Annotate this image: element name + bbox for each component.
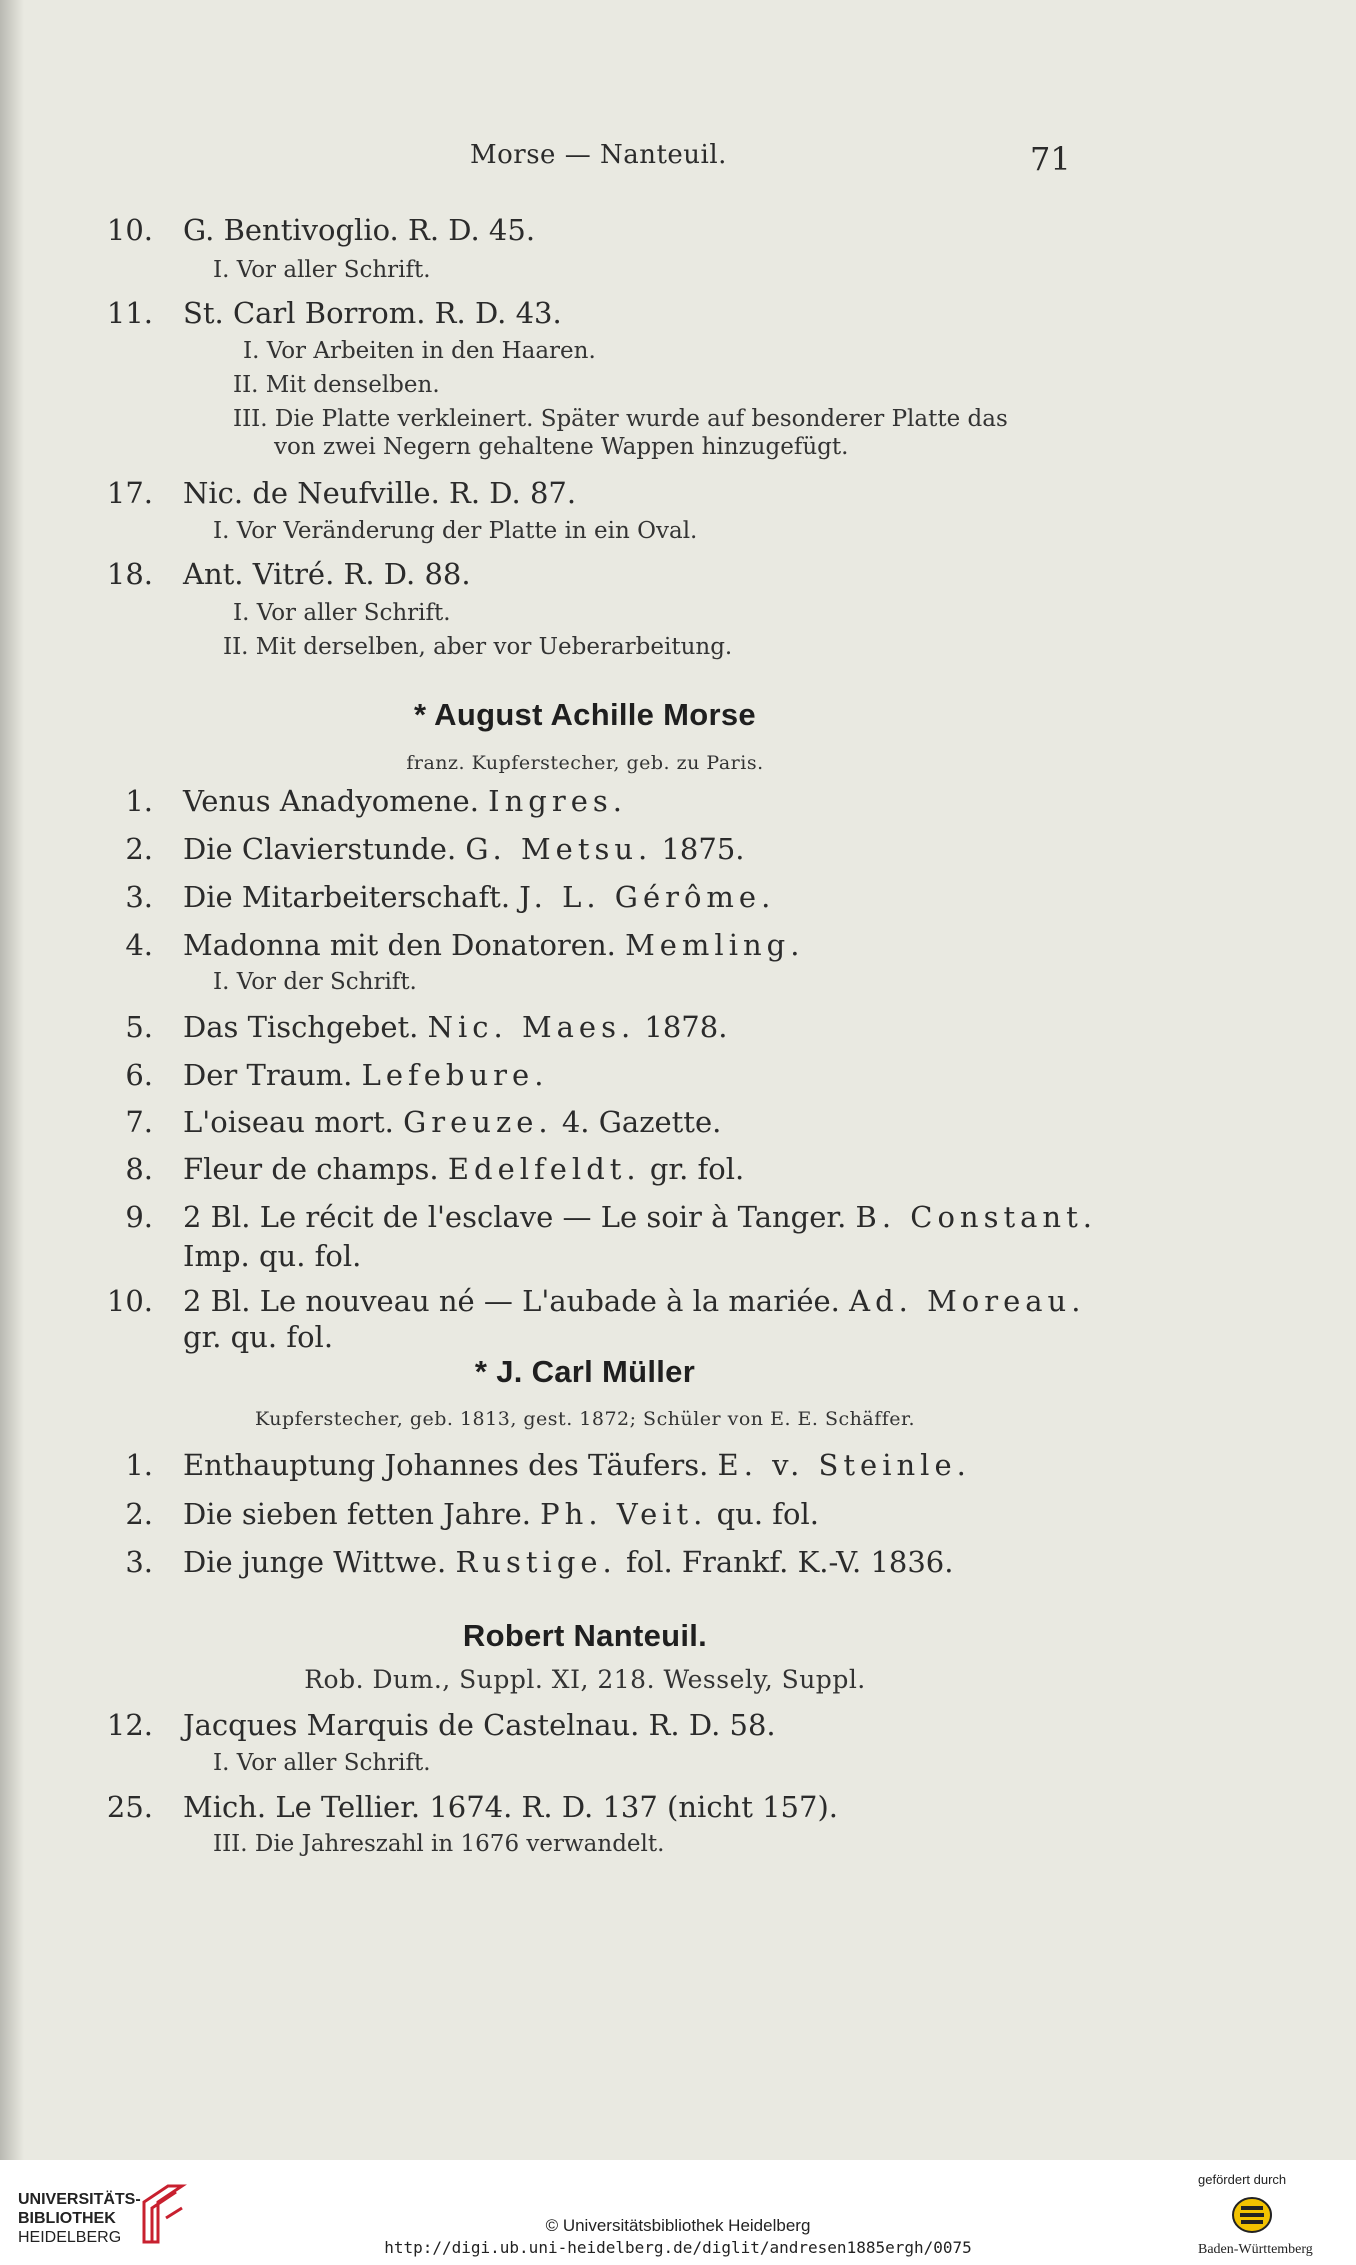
entry-title: Nic. de Neufville. R. D. 87. (183, 476, 577, 510)
logo-line: HEIDELBERG (18, 2229, 122, 2246)
entry-format: gr. qu. fol. (183, 1320, 334, 1354)
engraved-after: Nic. Maes. (427, 1010, 636, 1044)
entry-title: Das Tischgebet. Nic. Maes. 1878. (183, 1010, 728, 1044)
permalink-url[interactable]: http://digi.ub.uni-heidelberg.de/diglit/andresen1885ergh/0075 (384, 2238, 972, 2257)
entry-number: 12. (106, 1708, 153, 1742)
entry-title: St. Carl Borrom. R. D. 43. (183, 296, 562, 330)
engraved-after: J. L. Gérôme. (519, 880, 776, 914)
entry-number: 2. (125, 1497, 153, 1531)
page-number: 71 (1030, 140, 1071, 178)
entry-number: 18. (106, 557, 153, 591)
engraved-after: B. Constant. (855, 1200, 1097, 1234)
entry-number: 8. (125, 1152, 153, 1186)
entry-number: 3. (125, 880, 153, 914)
entry-title: Madonna mit den Donatoren. Memling. (183, 928, 805, 962)
engraved-after: Lefebure. (361, 1058, 549, 1092)
page-header (0, 140, 1356, 184)
engraved-after: Edelfeldt. (447, 1152, 641, 1186)
entry-number: 25. (106, 1790, 153, 1824)
entry-title: 2 Bl. Le récit de l'esclave — Le soir à Tanger. B. Constant. (183, 1200, 1097, 1234)
engraved-after: G. Metsu. (465, 832, 653, 866)
entry-state: II. Mit derselben, aber vor Ueberarbeitung. (223, 634, 733, 660)
entry-state: I. Vor aller Schrift. (213, 1750, 431, 1776)
funded-by-label: gefördert durch (1198, 2172, 1287, 2187)
entry-number: 11. (106, 296, 153, 330)
entry-title: Enthauptung Johannes des Täufers. E. v. Steinle. (183, 1448, 971, 1482)
entry-number: 2. (125, 832, 153, 866)
entry-number: 10. (106, 213, 153, 247)
entry-number: 4. (125, 928, 153, 962)
entry-number: 6. (125, 1058, 153, 1092)
entry-number: 10. (106, 1284, 153, 1318)
artist-note-morse: franz. Kupferstecher, geb. zu Paris. (406, 752, 764, 774)
entry-title: Mich. Le Tellier. 1674. R. D. 137 (nicht 157). (183, 1790, 838, 1824)
entry-number: 1. (125, 784, 153, 818)
entry-state: II. Mit denselben. (233, 372, 440, 398)
entry-state: I. Vor der Schrift. (213, 969, 417, 995)
entry-state: I. Vor Arbeiten in den Haaren. (243, 338, 596, 364)
entry-title: Venus Anadyomene. Ingres. (183, 784, 627, 818)
entry-title: Die Clavierstunde. G. Metsu. 1875. (183, 832, 745, 866)
engraved-after: Ad. Moreau. (849, 1284, 1086, 1318)
entry-number: 9. (125, 1200, 153, 1234)
state-name: Baden-Württemberg (1198, 2242, 1313, 2257)
entry-title: Fleur de champs. Edelfeldt. gr. fol. (183, 1152, 745, 1186)
entry-title: Die junge Wittwe. Rustige. fol. Frankf. K.-V. 1836. (183, 1545, 954, 1579)
artist-note-nanteuil: Rob. Dum., Suppl. XI, 218. Wessely, Suppl. (304, 1665, 866, 1694)
entry-title: Die sieben fetten Jahre. Ph. Veit. qu. fol. (183, 1497, 819, 1531)
entry-number: 17. (106, 476, 153, 510)
logo-line: BIBLIOTHEK (18, 2210, 116, 2227)
state-coat-of-arms-icon (1231, 2194, 1273, 2236)
entry-title: Ant. Vitré. R. D. 88. (183, 557, 471, 591)
entry-number: 3. (125, 1545, 153, 1579)
entry-number: 1. (125, 1448, 153, 1482)
copyright-notice: © Universitätsbibliothek Heidelberg (545, 2216, 811, 2235)
artist-heading-morse: * August Achille Morse (414, 697, 756, 732)
entry-format: Imp. qu. fol. (183, 1239, 362, 1273)
entry-title: 2 Bl. Le nouveau né — L'aubade à la mariée. Ad. Moreau. (183, 1284, 1086, 1318)
engraved-after: Greuze. (403, 1105, 553, 1139)
entry-title: Die Mitarbeiterschaft. J. L. Gérôme. (183, 880, 776, 914)
entry-number: 5. (125, 1010, 153, 1044)
engraved-after: Rustige. (455, 1545, 617, 1579)
engraved-after: Ingres. (488, 784, 627, 818)
artist-heading-nanteuil: Robert Nanteuil. (462, 1618, 708, 1653)
entry-state: I. Vor Veränderung der Platte in ein Oval. (213, 518, 698, 544)
entry-title: Jacques Marquis de Castelnau. R. D. 58. (183, 1708, 776, 1742)
running-title: Morse — Nanteuil. (470, 140, 727, 170)
footer-bar (0, 2160, 1356, 2265)
entry-number: 7. (125, 1105, 153, 1139)
entry-title: G. Bentivoglio. R. D. 45. (183, 213, 536, 247)
entry-state-continued: von zwei Negern gehaltene Wappen hinzugefügt. (274, 434, 849, 460)
engraved-after: Memling. (625, 928, 805, 962)
logo-line: UNIVERSITÄTS- (18, 2191, 141, 2208)
entry-state: III. Die Jahreszahl in 1676 verwandelt. (213, 1831, 665, 1857)
engraved-after: Ph. Veit. (540, 1497, 708, 1531)
entry-title: L'oiseau mort. Greuze. 4. Gazette. (183, 1105, 722, 1139)
entry-state: III. Die Platte verkleinert. Später wurde auf besonderer Platte das (233, 406, 1008, 432)
entry-state: I. Vor aller Schrift. (213, 257, 431, 283)
artist-note-mueller: Kupferstecher, geb. 1813, gest. 1872; Schüler von E. E. Schäffer. (254, 1408, 916, 1430)
entry-title: Der Traum. Lefebure. (183, 1058, 549, 1092)
engraved-after: E. v. Steinle. (717, 1448, 971, 1482)
entry-state: I. Vor aller Schrift. (233, 600, 451, 626)
artist-heading-mueller: * J. Carl Müller (474, 1354, 696, 1389)
